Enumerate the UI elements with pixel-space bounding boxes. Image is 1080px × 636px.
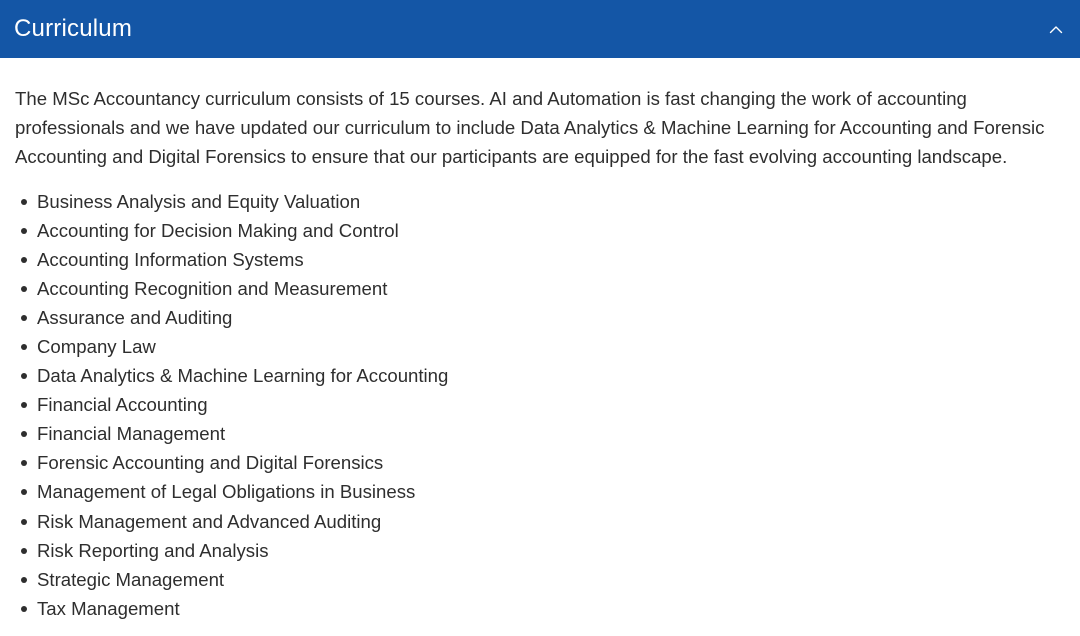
bullet-icon bbox=[21, 606, 27, 612]
course-name: Tax Management bbox=[37, 597, 180, 619]
list-item bbox=[15, 303, 1066, 332]
list-item bbox=[15, 565, 1066, 594]
list-item bbox=[15, 274, 1066, 303]
list-item bbox=[15, 478, 1066, 507]
list-item bbox=[15, 245, 1066, 274]
bullet-icon bbox=[21, 344, 27, 350]
bullet-icon bbox=[21, 286, 27, 292]
list-item bbox=[15, 187, 1066, 216]
course-name: Strategic Management bbox=[37, 568, 225, 590]
course-name: Risk Management and Advanced Auditing bbox=[37, 510, 382, 532]
accordion-title: Curriculum bbox=[14, 15, 133, 42]
bullet-icon bbox=[21, 431, 27, 437]
course-name: Accounting for Decision Making and Control bbox=[37, 219, 399, 241]
course-name: Forensic Accounting and Digital Forensics bbox=[37, 452, 384, 474]
bullet-icon bbox=[21, 228, 27, 234]
course-name: Management of Legal Obligations in Business bbox=[37, 481, 416, 503]
course-name: Accounting Information Systems bbox=[37, 248, 304, 270]
list-item bbox=[15, 536, 1066, 565]
bullet-icon bbox=[21, 315, 27, 321]
course-name: Financial Accounting bbox=[37, 394, 208, 416]
curriculum-intro: The MSc Accountancy curriculum consists of 15 courses. AI and Automation is fast changing the work of accounting professionals and we have updated our curriculum to include Data Analytics & Machine Learning for Accounting and Forensic Accounting and Digital Forensics to ensure that our participants are equipped for the fast evolving accounting landscape. bbox=[15, 88, 1045, 167]
course-name: Financial Management bbox=[37, 423, 226, 445]
course-name: Assurance and Auditing bbox=[37, 306, 233, 328]
bullet-icon bbox=[21, 577, 27, 583]
list-item bbox=[15, 449, 1066, 478]
course-name: Company Law bbox=[37, 336, 156, 358]
list-item bbox=[15, 391, 1066, 420]
list-item bbox=[15, 420, 1066, 449]
chevron-up-icon[interactable] bbox=[1048, 21, 1064, 37]
bullet-icon bbox=[21, 199, 27, 205]
course-name: Business Analysis and Equity Valuation bbox=[37, 190, 361, 212]
list-item bbox=[15, 594, 1066, 623]
course-name: Data Analytics & Machine Learning for Accounting bbox=[37, 365, 449, 387]
course-list bbox=[15, 187, 1066, 623]
bullet-icon bbox=[21, 548, 27, 554]
accordion-header[interactable] bbox=[0, 0, 1080, 58]
bullet-icon bbox=[21, 460, 27, 466]
course-name: Risk Reporting and Analysis bbox=[37, 539, 269, 561]
list-item bbox=[15, 216, 1066, 245]
list-item bbox=[15, 507, 1066, 536]
bullet-icon bbox=[21, 402, 27, 408]
accordion-body bbox=[0, 58, 1080, 623]
list-item bbox=[15, 332, 1066, 361]
bullet-icon bbox=[21, 373, 27, 379]
bullet-icon bbox=[21, 519, 27, 525]
list-item bbox=[15, 362, 1066, 391]
bullet-icon bbox=[21, 489, 27, 495]
bullet-icon bbox=[21, 257, 27, 263]
course-name: Accounting Recognition and Measurement bbox=[37, 277, 388, 299]
